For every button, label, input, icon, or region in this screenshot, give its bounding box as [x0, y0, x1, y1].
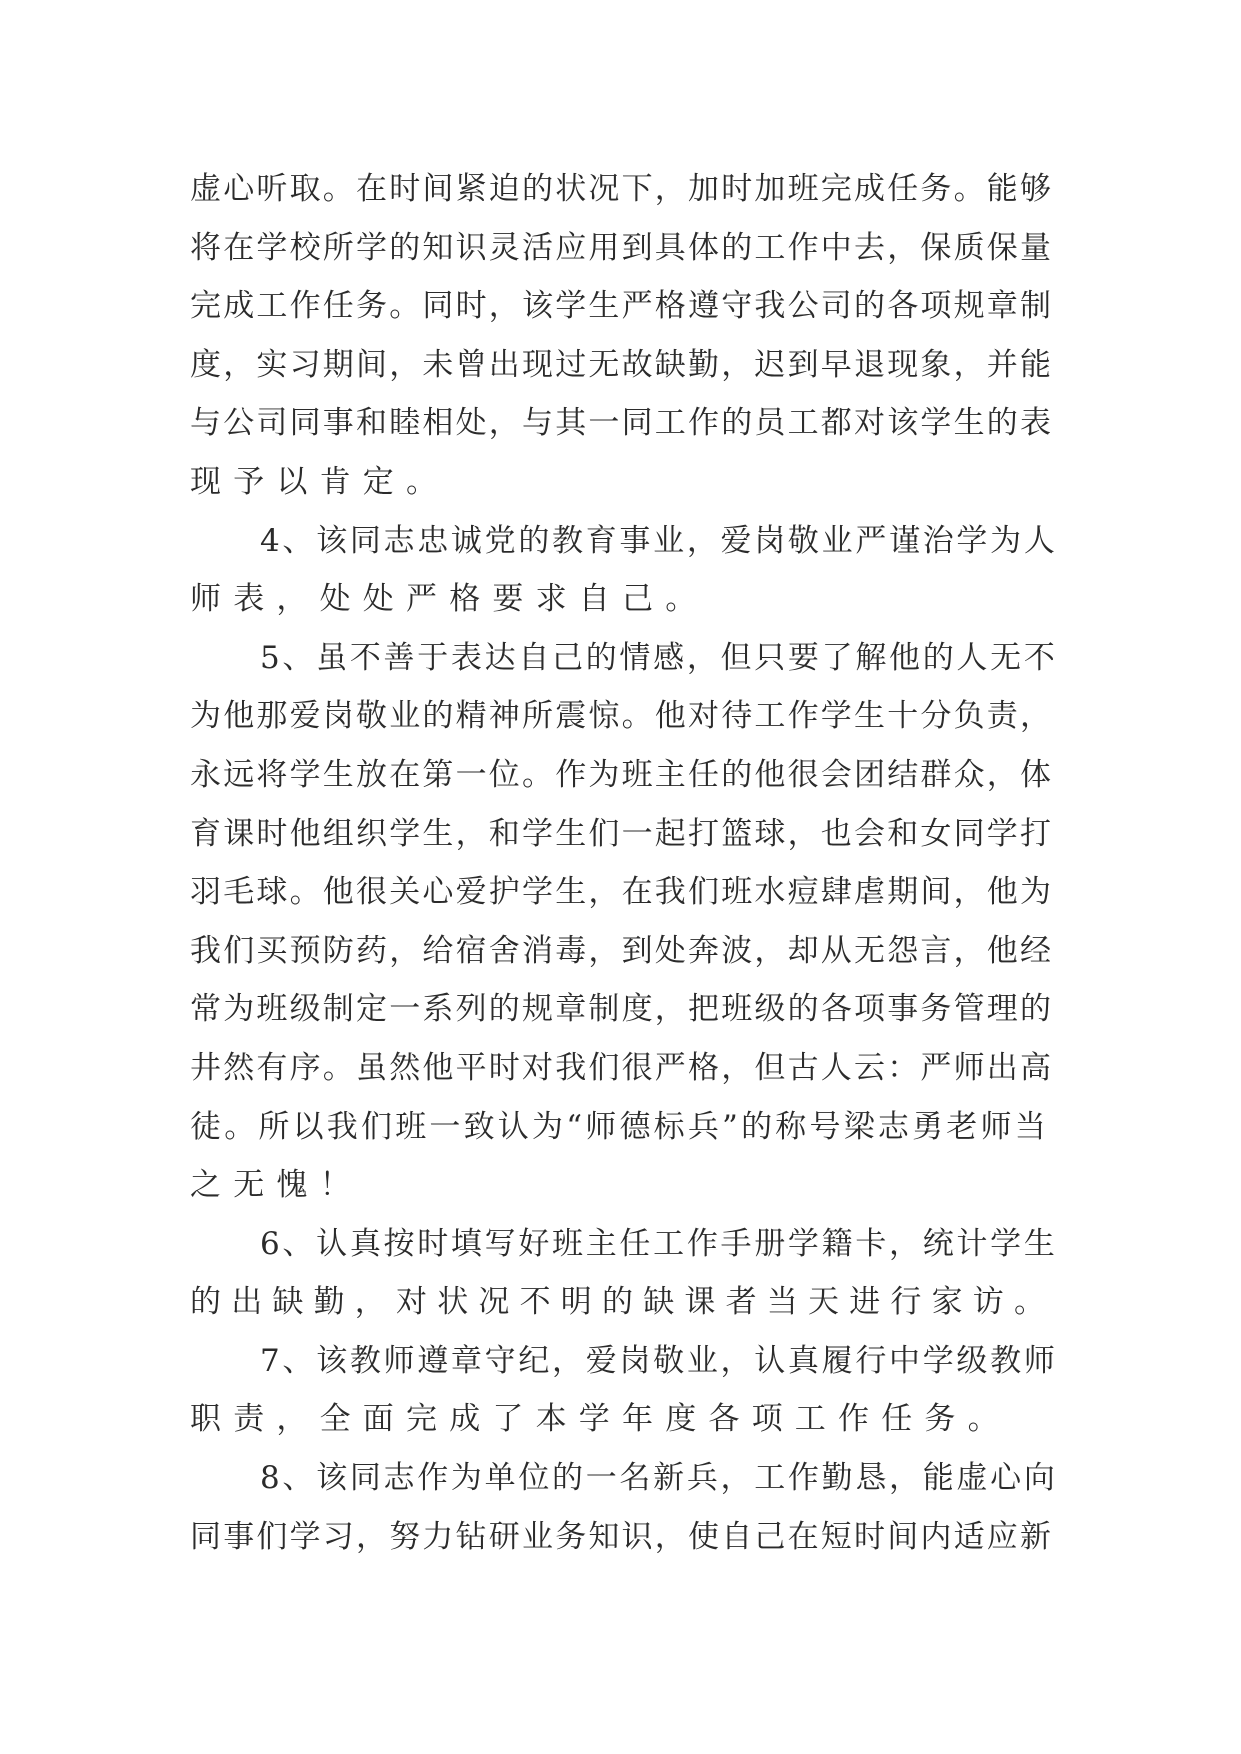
text-line: 为他那爱岗敬业的精神所震惊。他对待工作学生十分负责， — [190, 698, 1054, 735]
text-line: 育课时他组织学生，和学生们一起打篮球，也会和女同学打 — [190, 815, 1054, 852]
paragraph-first-line: 7、该教师遵章守纪，爱岗敬业，认真履行中学级教师 — [260, 1342, 1058, 1379]
text-line: 将在学校所学的知识灵活应用到具体的工作中去，保质保量 — [190, 229, 1054, 266]
paragraph-first-line: 8、该同志作为单位的一名新兵，工作勤恳，能虚心向 — [260, 1460, 1058, 1497]
text-line: 现予以肯定。 — [190, 463, 450, 500]
text-line: 职责，全面完成了本学年度各项工作任务。 — [190, 1401, 1011, 1438]
paragraph-first-line: 5、虽不善于表达自己的情感，但只要了解他的人无不 — [260, 639, 1058, 676]
text-line: 虚心听取。在时间紧迫的状况下，加时加班完成任务。能够 — [190, 171, 1054, 207]
text-line: 同事们学习，努力钻研业务知识，使自己在短时间内适应新 — [190, 1518, 1054, 1555]
document-body — [190, 160, 1060, 1566]
text-line: 常为班级制定一系列的规章制度，把班级的各项事务管理的 — [190, 991, 1054, 1028]
text-line: 我们买预防药，给宿舍消毒，到处奔波，却从无怨言，他经 — [190, 932, 1054, 969]
paragraph-first-line: 6、认真按时填写好班主任工作手册学籍卡，统计学生 — [260, 1225, 1058, 1262]
text-line: 完成工作任务。同时，该学生严格遵守我公司的各项规章制 — [190, 288, 1054, 325]
paragraph-first-line: 4、该同志忠诚党的教育事业，爱岗敬业严谨治学为人 — [260, 522, 1058, 559]
text-line: 永远将学生放在第一位。作为班主任的他很会团结群众，体 — [190, 756, 1054, 793]
text-line: 井然有序。虽然他平时对我们很严格，但古人云：严师出高 — [190, 1049, 1054, 1086]
text-line: 徒。所以我们班一致认为“师德标兵”的称号梁志勇老师当 — [190, 1108, 1049, 1145]
text-line: 羽毛球。他很关心爱护学生，在我们班水痘肆虐期间，他为 — [190, 874, 1054, 911]
text-line: 之无愧！ — [190, 1167, 363, 1204]
text-line: 与公司同事和睦相处，与其一同工作的员工都对该学生的表 — [190, 405, 1054, 442]
text-line: 师表，处处严格要求自己。 — [190, 581, 709, 618]
text-line: 的出缺勤，对状况不明的缺课者当天进行家访。 — [190, 1284, 1056, 1321]
text-line: 度，实习期间，未曾出现过无故缺勤，迟到早退现象，并能 — [190, 346, 1054, 383]
